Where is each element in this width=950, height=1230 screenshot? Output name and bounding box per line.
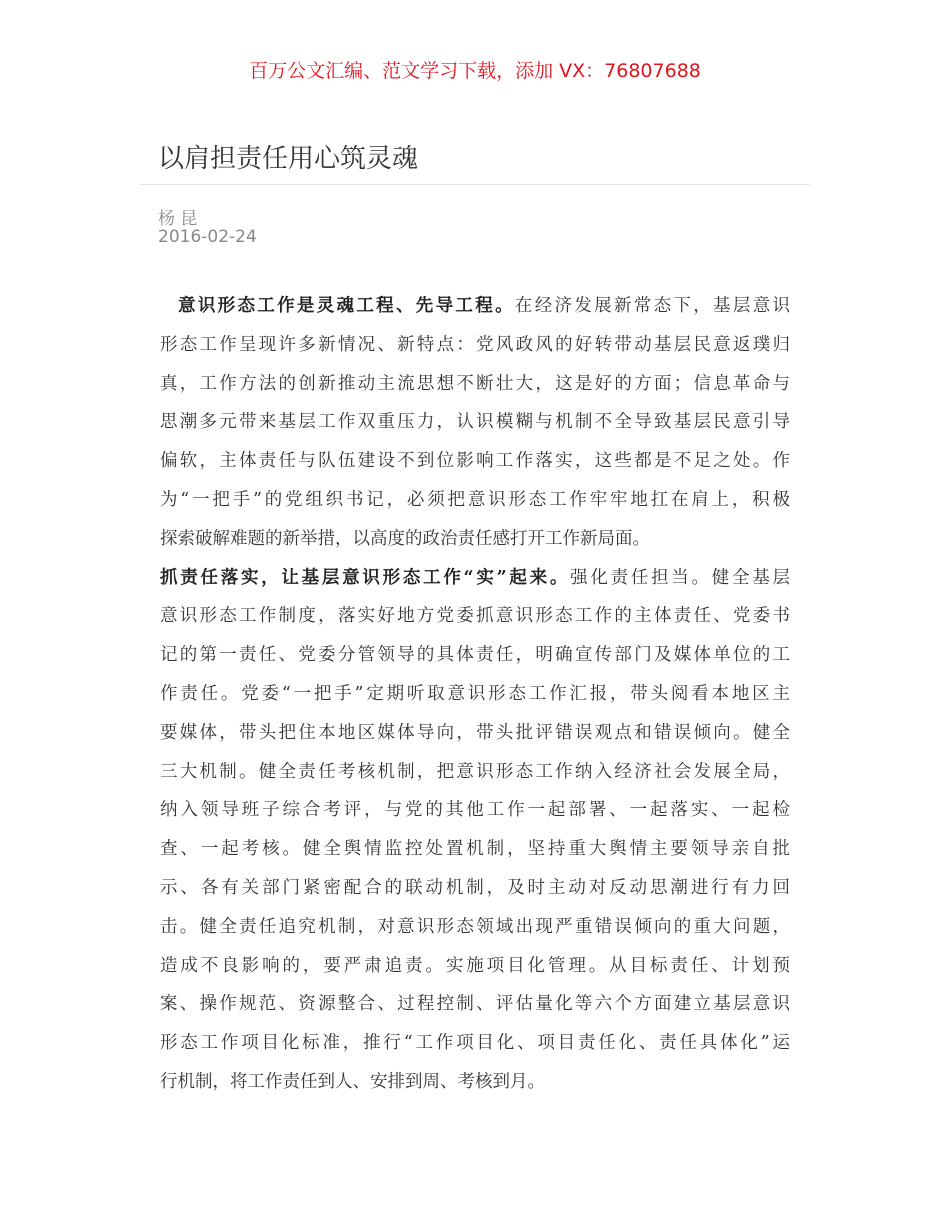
paragraph-line: 意识形态工作制度，落实好地方党委抓意识形态工作的主体责任、党委书 — [160, 606, 790, 627]
paragraph-line: 三大机制。健全责任考核机制，把意识形态工作纳入经济社会发展全局， — [160, 761, 790, 782]
paragraph-line: 思潮多元带来基层工作双重压力，认识模糊与机制不全导致基层民意引导 — [160, 412, 790, 433]
paragraph-line — [160, 563, 790, 602]
paragraph-line: 偏软，主体责任与队伍建设不到位影响工作落实，这些都是不足之处。作 — [160, 451, 790, 472]
paragraph-lead: 意识形态工作是灵魂工程、先导工程。 — [178, 296, 515, 316]
watermark-banner: 百万公文汇编、范文学习下载，添加 VX：76807688 — [249, 60, 701, 82]
paragraph-line: 作责任。党委“一把手”定期听取意识形态工作汇报，带头阅看本地区主 — [160, 683, 790, 704]
paragraph-line: 案、操作规范、资源整合、过程控制、评估量化等六个方面建立基层意识 — [160, 994, 790, 1015]
paragraph-text: 强化责任担当。健全基层 — [570, 567, 790, 588]
paragraph-line: 形态工作项目化标准，推行“工作项目化、项目责任化、责任具体化”运 — [160, 1033, 790, 1054]
article-date: 2016-02-24 — [158, 227, 257, 247]
paragraph-line: 查、一起考核。健全舆情监控处置机制，坚持重大舆情主要领导亲自批 — [160, 839, 790, 860]
paragraph-line: 造成不良影响的，要严肃追责。实施项目化管理。从目标责任、计划预 — [160, 955, 790, 976]
paragraph-line: 探索破解难题的新举措，以高度的政治责任感打开工作新局面。 — [160, 528, 650, 549]
article-body — [160, 291, 790, 1106]
paragraph-line — [160, 291, 790, 330]
paragraph-line: 形态工作呈现许多新情况、新特点：党风政风的好转带动基层民意返璞归 — [160, 334, 790, 355]
paragraph-line: 记的第一责任、党委分管领导的具体责任，明确宣传部门及媒体单位的工 — [160, 645, 790, 666]
paragraph-line: 行机制，将工作责任到人、安排到周、考核到月。 — [160, 1071, 545, 1092]
paragraph-lead: 抓责任落实，让基层意识形态工作“实”起来。 — [160, 567, 571, 588]
paragraph-line: 纳入领导班子综合考评，与党的其他工作一起部署、一起落实、一起检 — [160, 800, 790, 821]
article-title: 以肩担责任用心筑灵魂 — [158, 144, 419, 174]
title-divider — [140, 184, 810, 185]
paragraph-line: 为“一把手”的党组织书记，必须把意识形态工作牢牢地扛在肩上，积极 — [160, 489, 790, 510]
paragraph-line: 要媒体，带头把住本地区媒体导向，带头批评错误观点和错误倾向。健全 — [160, 722, 790, 743]
paragraph-line: 示、各有关部门紧密配合的联动机制，及时主动对反动思潮进行有力回 — [160, 877, 790, 898]
article-author: 杨 昆 — [158, 209, 198, 229]
paragraph-text: 在经济发展新常态下，基层意识 — [514, 296, 791, 316]
paragraph-line: 真，工作方法的创新推动主流思想不断壮大，这是好的方面；信息革命与 — [160, 373, 790, 394]
paragraph-line: 击。健全责任追究机制，对意识形态领域出现严重错误倾向的重大问题， — [160, 916, 790, 937]
